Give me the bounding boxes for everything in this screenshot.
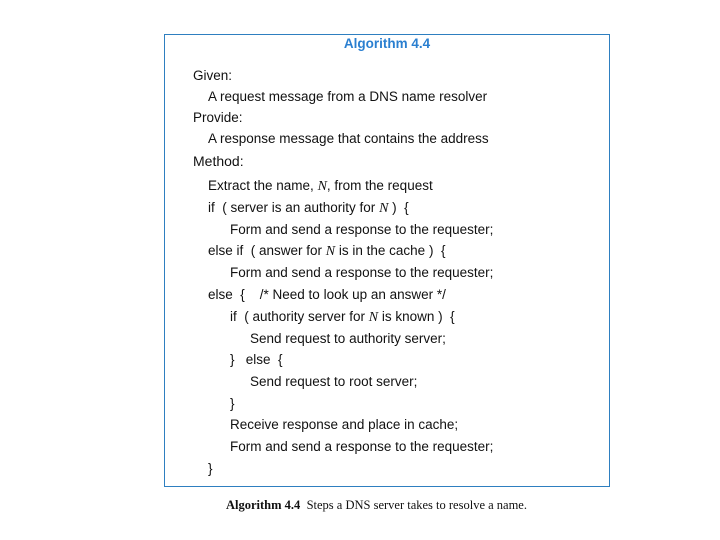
caption-label: Algorithm 4.4 bbox=[226, 498, 301, 512]
code-text: ) { bbox=[388, 200, 409, 215]
code-line: Send request to root server; bbox=[250, 374, 418, 389]
code-line: } bbox=[230, 396, 235, 411]
method-label: Method: bbox=[193, 153, 244, 169]
variable-n: N bbox=[379, 201, 389, 216]
code-line bbox=[208, 243, 445, 260]
code-text: Extract the name, bbox=[208, 178, 318, 193]
variable-n: N bbox=[368, 310, 379, 325]
code-line: } else { bbox=[230, 352, 283, 367]
code-text: , from the request bbox=[326, 178, 433, 193]
code-line: Receive response and place in cache; bbox=[230, 417, 459, 432]
provide-label: Provide: bbox=[193, 110, 243, 125]
code-line: Send request to authority server; bbox=[250, 331, 446, 346]
algorithm-title: Algorithm 4.4 bbox=[343, 36, 431, 51]
code-line: } bbox=[208, 461, 213, 476]
code-line: Form and send a response to the requester; bbox=[230, 265, 494, 280]
given-text: A request message from a DNS name resolver bbox=[208, 89, 488, 104]
code-text: if ( server is an authority for bbox=[208, 200, 380, 215]
code-line: Form and send a response to the requester; bbox=[230, 439, 494, 454]
code-text: is in the cache ) { bbox=[335, 243, 446, 258]
code-line: Form and send a response to the requester; bbox=[230, 222, 494, 237]
code-text: if ( authority server for bbox=[230, 309, 369, 324]
caption-text: Steps a DNS server takes to resolve a name. bbox=[300, 498, 527, 512]
code-line bbox=[230, 309, 455, 326]
code-text: else if ( answer for bbox=[208, 243, 326, 258]
code-line bbox=[208, 200, 409, 217]
variable-n: N bbox=[325, 244, 336, 259]
code-text: is known ) { bbox=[378, 309, 455, 324]
variable-n: N bbox=[317, 179, 327, 194]
figure-caption bbox=[226, 498, 527, 513]
code-line bbox=[208, 178, 433, 195]
code-line: else { /* Need to look up an answer */ bbox=[208, 287, 446, 302]
provide-text: A response message that contains the address bbox=[208, 131, 489, 146]
given-label: Given: bbox=[193, 68, 233, 83]
